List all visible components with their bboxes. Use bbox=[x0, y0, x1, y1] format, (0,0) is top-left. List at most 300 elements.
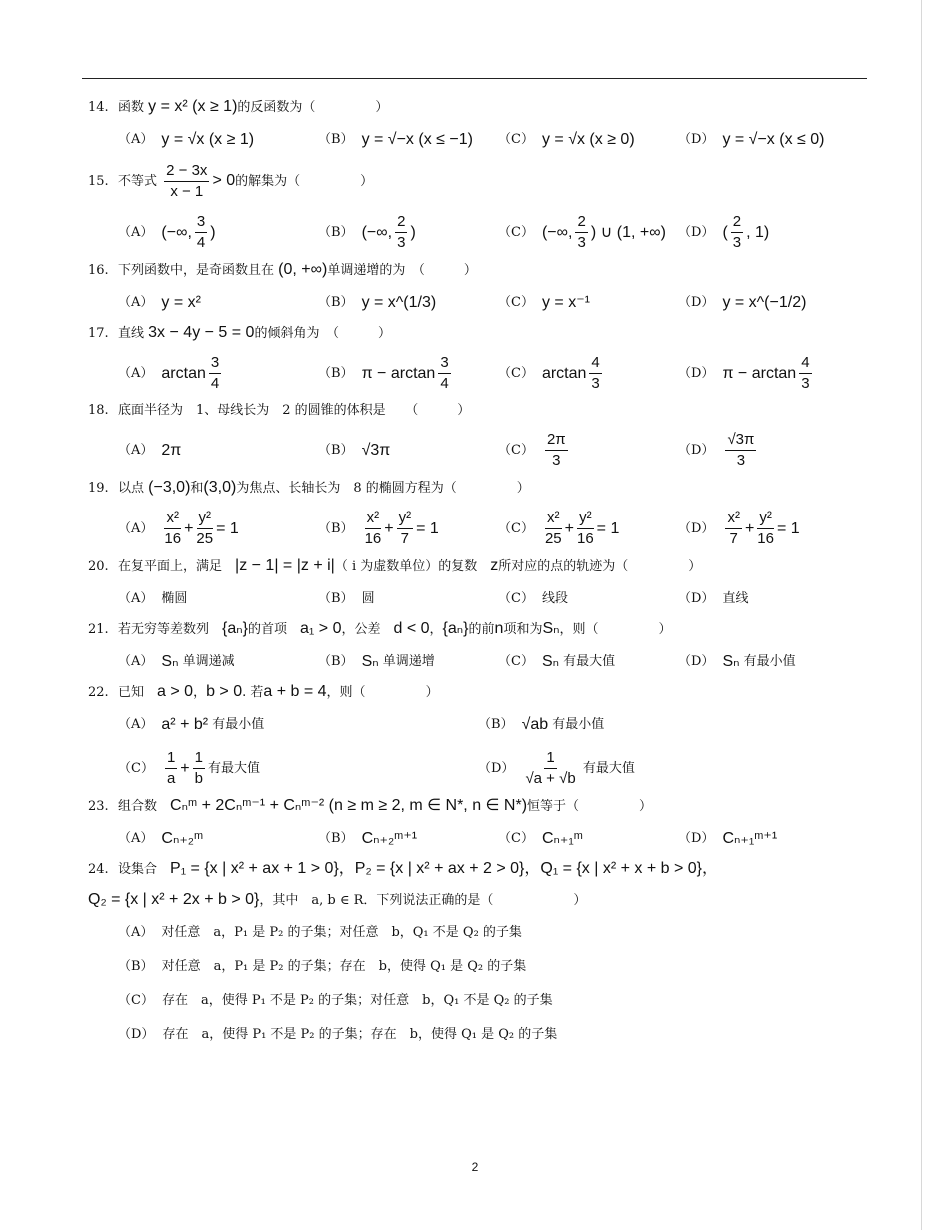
stem-formula: y = x² (x ≥ 1) bbox=[148, 98, 238, 115]
option-c[interactable] bbox=[498, 127, 678, 153]
option-formula: arctan bbox=[541, 364, 587, 382]
option-label: （A） bbox=[118, 132, 154, 147]
fraction bbox=[577, 508, 594, 549]
numerator: 2 bbox=[395, 212, 407, 233]
option-label: （A） bbox=[118, 365, 154, 381]
option-text: 有最小值 bbox=[743, 654, 796, 669]
page-number: 2 bbox=[471, 1160, 479, 1174]
option-label: （D） bbox=[678, 365, 715, 381]
equals: = 1 bbox=[596, 519, 620, 537]
stem-text: 不等式 bbox=[118, 174, 158, 189]
option-label: （D） bbox=[678, 654, 715, 669]
stem-formula: 3x − 4y − 5 = 0 bbox=[148, 324, 255, 341]
option-label: （D） bbox=[678, 295, 715, 310]
question-number: 24. bbox=[88, 862, 109, 877]
stem-text: 的倾斜角为 bbox=[254, 326, 320, 341]
stem-formula: {aₙ} bbox=[442, 620, 469, 637]
option-a[interactable] bbox=[118, 826, 318, 852]
stem-text: 的反函数为（ bbox=[237, 100, 316, 115]
option-text: 直线 bbox=[722, 591, 749, 606]
stem-text: （ i 为虚数单位）的复数 bbox=[334, 559, 478, 574]
numerator: 4 bbox=[799, 353, 811, 374]
question-24 bbox=[88, 860, 868, 1048]
option-label: （C） bbox=[498, 365, 534, 381]
question-number: 16. bbox=[88, 263, 109, 278]
stem-formula: a > 0 bbox=[157, 683, 194, 700]
option-b[interactable] bbox=[318, 826, 498, 852]
denominator: b bbox=[194, 770, 203, 787]
fraction bbox=[209, 353, 221, 394]
option-d[interactable] bbox=[678, 212, 898, 253]
option-formula: Sₙ bbox=[722, 653, 740, 670]
option-c[interactable] bbox=[498, 826, 678, 852]
option-formula: (−∞, bbox=[161, 223, 192, 241]
option-label: （A） bbox=[118, 925, 154, 940]
option-a[interactable] bbox=[118, 353, 318, 394]
option-d[interactable] bbox=[678, 127, 898, 153]
option-label: （D） bbox=[678, 132, 715, 147]
options bbox=[88, 586, 868, 612]
fraction bbox=[757, 508, 774, 549]
question-number: 21. bbox=[88, 622, 109, 637]
denominator: 16 bbox=[576, 530, 594, 547]
question-15 bbox=[88, 161, 868, 253]
stem-text: ） bbox=[375, 100, 389, 115]
fraction bbox=[525, 748, 575, 789]
option-c[interactable] bbox=[498, 508, 678, 549]
denominator: 3 bbox=[397, 234, 406, 251]
options bbox=[88, 353, 868, 394]
options bbox=[88, 649, 868, 675]
stem-text: 直线 bbox=[118, 326, 145, 341]
stem-text: （ ） bbox=[411, 403, 471, 418]
numerator: 2π bbox=[545, 430, 568, 451]
option-a[interactable] bbox=[118, 212, 318, 253]
options bbox=[88, 127, 868, 153]
option-formula: 2π bbox=[161, 441, 182, 459]
option-formula: y = x² bbox=[161, 294, 201, 311]
option-label: （C） bbox=[498, 442, 534, 458]
option-text: 有最小值 bbox=[212, 717, 265, 732]
option-formula: , 1) bbox=[746, 223, 770, 241]
option-label: （C） bbox=[498, 520, 534, 536]
stem-text: ，则（ bbox=[326, 685, 366, 700]
stem-text: ，公差 bbox=[341, 622, 381, 637]
stem-formula: b > 0 bbox=[206, 683, 243, 700]
option-d[interactable] bbox=[678, 430, 898, 471]
option-text: 对任意 a，P₁ 是 P₂ 的子集；对任意 b，Q₁ 不是 Q₂ 的子集 bbox=[161, 925, 522, 940]
option-formula: Sₙ bbox=[361, 653, 379, 670]
option-formula: Sₙ bbox=[161, 653, 179, 670]
question-number: 15. bbox=[88, 174, 109, 189]
option-c[interactable] bbox=[118, 988, 838, 1014]
numerator: √3π bbox=[725, 430, 756, 451]
denominator: 7 bbox=[729, 530, 738, 547]
option-label: （B） bbox=[478, 717, 514, 732]
stem-text: 组合数 bbox=[118, 799, 158, 814]
option-formula: √3π bbox=[361, 441, 391, 459]
option-a[interactable] bbox=[118, 649, 318, 675]
option-formula: ) bbox=[410, 223, 416, 241]
option-label: （A） bbox=[118, 717, 154, 732]
option-b[interactable] bbox=[318, 586, 498, 612]
option-a[interactable] bbox=[118, 920, 838, 946]
denominator: 4 bbox=[210, 375, 220, 392]
denominator: 3 bbox=[736, 452, 746, 469]
stem-formula: |z − 1| = |z + i| bbox=[235, 557, 335, 574]
option-formula: y = √x (x ≥ 1) bbox=[161, 131, 255, 148]
option-label: （B） bbox=[318, 132, 354, 147]
option-label: （C） bbox=[118, 993, 154, 1008]
option-d[interactable] bbox=[678, 290, 898, 316]
option-formula: Cₙ₊₂ᵐ bbox=[161, 830, 204, 847]
numerator: 2 bbox=[731, 212, 743, 233]
option-b[interactable] bbox=[318, 127, 498, 153]
denominator: 3 bbox=[732, 234, 742, 251]
stem-text: 的解集为（ bbox=[235, 174, 301, 189]
stem-text: ， bbox=[429, 622, 443, 637]
option-d[interactable] bbox=[678, 353, 898, 394]
numerator: 1 bbox=[544, 748, 556, 769]
options bbox=[88, 712, 868, 789]
option-label: （D） bbox=[678, 831, 715, 846]
question-number: 20. bbox=[88, 559, 109, 574]
option-b[interactable] bbox=[318, 353, 498, 394]
option-text: 椭圆 bbox=[161, 591, 188, 606]
option-c[interactable] bbox=[498, 586, 678, 612]
stem-formula: a₁ > 0 bbox=[300, 620, 342, 637]
option-text: 圆 bbox=[361, 591, 375, 606]
question-14 bbox=[88, 98, 868, 153]
fraction bbox=[545, 508, 562, 549]
numerator: y² bbox=[397, 508, 414, 529]
stem-text: 恒等于（ bbox=[527, 799, 580, 814]
stem-formula: z bbox=[490, 557, 499, 574]
fraction bbox=[438, 353, 450, 394]
stem-text: 底面半径为 1、母线长为 2 的圆锥的体积是 bbox=[118, 403, 386, 418]
fraction bbox=[196, 508, 213, 549]
fraction bbox=[575, 212, 587, 253]
numerator: y² bbox=[197, 508, 214, 529]
option-formula: y = √x (x ≥ 0) bbox=[541, 131, 635, 148]
option-formula: (−∞, bbox=[361, 223, 393, 241]
stem-formula: Sₙ bbox=[542, 620, 560, 637]
question-20 bbox=[88, 557, 868, 612]
stem-text: ） bbox=[688, 559, 702, 574]
option-d[interactable] bbox=[678, 586, 898, 612]
option-label: （C） bbox=[498, 132, 534, 147]
option-formula: arctan bbox=[161, 364, 206, 382]
option-label: （C） bbox=[498, 591, 534, 606]
stem-formula: {aₙ} bbox=[222, 620, 248, 637]
stem-text: （ ） bbox=[418, 263, 477, 278]
options bbox=[88, 290, 868, 316]
stem-text: ） bbox=[425, 685, 439, 700]
denominator: 4 bbox=[440, 375, 449, 392]
option-text: 对任意 a，P₁ 是 P₂ 的子集；存在 b，使得 Q₁ 是 Q₂ 的子集 bbox=[161, 959, 527, 974]
option-formula: a² + b² bbox=[161, 716, 209, 733]
option-a[interactable] bbox=[118, 127, 318, 153]
stem-text: 和 bbox=[190, 481, 204, 496]
numerator: 3 bbox=[438, 353, 450, 374]
option-b[interactable] bbox=[118, 954, 838, 980]
fraction bbox=[725, 430, 756, 471]
plus: + bbox=[384, 519, 394, 537]
question-22 bbox=[88, 683, 868, 789]
options bbox=[88, 508, 868, 549]
option-text: 有最大值 bbox=[563, 654, 616, 669]
question-17 bbox=[88, 324, 868, 394]
question-23 bbox=[88, 797, 868, 852]
stem-text: 在复平面上，满足 bbox=[118, 559, 223, 574]
option-c[interactable] bbox=[498, 649, 678, 675]
option-b[interactable] bbox=[318, 438, 498, 464]
option-label: （D） bbox=[678, 591, 715, 606]
option-formula: y = x^(1/3) bbox=[361, 294, 437, 311]
option-b[interactable] bbox=[318, 649, 498, 675]
denominator: a bbox=[166, 770, 176, 787]
option-text: 有最小值 bbox=[552, 717, 605, 732]
option-formula: π − arctan bbox=[722, 364, 797, 382]
option-formula: Sₙ bbox=[541, 653, 559, 670]
stem-text: 单调递增的为 bbox=[327, 263, 406, 278]
option-formula: ) ∪ (1, +∞) bbox=[590, 223, 666, 241]
question-number: 23. bbox=[88, 799, 109, 814]
option-label: （D） bbox=[118, 1027, 155, 1042]
option-text: 线段 bbox=[541, 591, 568, 606]
option-formula: y = √−x (x ≤ −1) bbox=[361, 131, 473, 148]
stem-formula: Q₂ = {x | x² + 2x + b > 0} bbox=[88, 891, 260, 908]
fraction bbox=[195, 212, 207, 253]
option-label: （A） bbox=[118, 295, 154, 310]
fraction bbox=[545, 430, 568, 471]
option-label: （A） bbox=[118, 654, 154, 669]
option-label: （C） bbox=[498, 831, 534, 846]
option-text: 存在 a，使得 P₁ 不是 P₂ 的子集；存在 b，使得 Q₁ 是 Q₂ 的子集 bbox=[162, 1027, 558, 1042]
options bbox=[88, 430, 868, 471]
stem-formula: (0, +∞) bbox=[278, 261, 328, 278]
denominator: 3 bbox=[591, 375, 600, 392]
option-a[interactable] bbox=[118, 508, 318, 549]
stem-text: 设集合 bbox=[118, 862, 158, 877]
option-text: 存在 a，使得 P₁ 不是 P₂ 的子集；对任意 b，Q₁ 不是 Q₂ 的子集 bbox=[161, 993, 553, 1008]
option-a[interactable] bbox=[118, 438, 318, 464]
denominator: 4 bbox=[196, 234, 206, 251]
option-formula: y = x⁻¹ bbox=[541, 294, 590, 311]
stem-formula: P₁ = {x | x² + ax + 1 > 0}，P₂ = {x | x² + ax + 2 > 0}，Q₁ = {x | x² + x + b > 0}， bbox=[170, 860, 719, 877]
option-c[interactable] bbox=[118, 748, 478, 789]
numerator: 1 bbox=[193, 748, 205, 769]
question-number: 18. bbox=[88, 403, 109, 418]
stem-text: ，则（ bbox=[559, 622, 599, 637]
question-number: 22. bbox=[88, 685, 109, 700]
fraction bbox=[725, 508, 742, 549]
fraction bbox=[165, 748, 177, 789]
page-edge-line bbox=[921, 0, 922, 1230]
option-label: （B） bbox=[318, 654, 354, 669]
option-a[interactable] bbox=[118, 586, 318, 612]
option-label: （B） bbox=[318, 591, 354, 606]
fraction bbox=[164, 161, 209, 202]
stem-text: 函数 bbox=[118, 100, 145, 115]
option-label: （A） bbox=[118, 520, 154, 536]
numerator: 3 bbox=[209, 353, 221, 374]
stem-text: ） bbox=[573, 893, 587, 908]
stem-formula: d < 0 bbox=[393, 620, 430, 637]
denominator: x − 1 bbox=[170, 183, 204, 200]
stem-text: ） bbox=[360, 174, 374, 189]
question-21 bbox=[88, 620, 868, 675]
numerator: x² bbox=[545, 508, 562, 529]
option-label: （B） bbox=[318, 224, 354, 240]
option-formula: ) bbox=[210, 223, 216, 241]
option-label: （A） bbox=[118, 831, 154, 846]
option-label: （C） bbox=[498, 224, 534, 240]
denominator: 25 bbox=[196, 530, 214, 547]
question-number: 14. bbox=[88, 100, 109, 115]
option-formula: ( bbox=[722, 223, 728, 241]
option-label: （D） bbox=[678, 520, 715, 536]
stem-text: ） bbox=[658, 622, 672, 637]
question-18 bbox=[88, 402, 868, 471]
option-text: 单调递增 bbox=[382, 654, 435, 669]
option-formula: Cₙ₊₂ᵐ⁺¹ bbox=[361, 830, 418, 847]
options bbox=[88, 212, 868, 253]
option-formula: Cₙ₊₁ᵐ⁺¹ bbox=[722, 830, 778, 847]
stem-text: 若无穷等差数列 bbox=[118, 622, 210, 637]
option-label: （C） bbox=[498, 295, 534, 310]
stem-text: . 若 bbox=[242, 685, 264, 700]
numerator: y² bbox=[577, 508, 594, 529]
option-d[interactable] bbox=[678, 508, 898, 549]
option-text: 有最大值 bbox=[207, 760, 260, 776]
fraction bbox=[193, 748, 205, 789]
denominator: 3 bbox=[801, 375, 810, 392]
option-label: （C） bbox=[118, 760, 154, 776]
option-c[interactable] bbox=[498, 430, 678, 471]
stem-text: 的首项 bbox=[248, 622, 288, 637]
question-19 bbox=[88, 479, 868, 549]
question-number: 19. bbox=[88, 481, 109, 496]
option-label: （B） bbox=[118, 959, 154, 974]
option-label: （A） bbox=[118, 442, 154, 458]
numerator: 3 bbox=[195, 212, 207, 233]
option-label: （D） bbox=[678, 224, 715, 240]
stem-formula: (3,0) bbox=[203, 479, 237, 496]
question-list bbox=[88, 90, 868, 1048]
fraction bbox=[589, 353, 601, 394]
options bbox=[88, 920, 868, 1048]
option-text: 单调递减 bbox=[182, 654, 235, 669]
numerator: 2 bbox=[575, 212, 587, 233]
option-formula: π − arctan bbox=[361, 364, 436, 382]
option-a[interactable] bbox=[118, 290, 318, 316]
stem-text: 为焦点、长轴长为 8 的椭圆方程为（ bbox=[236, 481, 457, 496]
denominator: 16 bbox=[164, 530, 182, 547]
option-label: （B） bbox=[318, 442, 354, 458]
denominator: 16 bbox=[757, 530, 774, 547]
option-formula: (−∞, bbox=[541, 223, 573, 241]
option-text: 有最大值 bbox=[582, 760, 635, 776]
stem-text: 的前 bbox=[468, 622, 495, 637]
stem-formula: a + b = 4 bbox=[263, 683, 327, 700]
denominator: 3 bbox=[577, 234, 586, 251]
option-c[interactable] bbox=[498, 353, 678, 394]
equals: = 1 bbox=[416, 519, 439, 537]
numerator: x² bbox=[725, 508, 742, 529]
option-c[interactable] bbox=[498, 212, 678, 253]
denominator: 16 bbox=[364, 530, 382, 547]
option-b[interactable] bbox=[478, 712, 838, 738]
plus: + bbox=[744, 519, 755, 537]
fraction bbox=[397, 508, 414, 549]
numerator: 2 − 3x bbox=[164, 161, 209, 182]
stem-formula: n bbox=[494, 620, 504, 637]
option-label: （B） bbox=[318, 295, 354, 310]
option-c[interactable] bbox=[498, 290, 678, 316]
denominator: 7 bbox=[400, 530, 410, 547]
option-formula: Cₙ₊₁ᵐ bbox=[541, 830, 583, 847]
stem-text: 已知 bbox=[118, 685, 145, 700]
option-label: （A） bbox=[118, 224, 154, 240]
denominator: 25 bbox=[544, 530, 562, 547]
numerator: x² bbox=[164, 508, 181, 529]
fraction bbox=[731, 212, 743, 253]
equals: = 1 bbox=[776, 519, 800, 537]
option-formula: √ab bbox=[521, 716, 549, 733]
option-label: （D） bbox=[478, 760, 515, 776]
stem-formula: (−3,0) bbox=[148, 479, 191, 496]
option-d[interactable] bbox=[678, 649, 898, 675]
option-label: （C） bbox=[498, 654, 534, 669]
option-b[interactable] bbox=[318, 290, 498, 316]
option-formula: y = √−x (x ≤ 0) bbox=[722, 131, 825, 148]
stem-text: 下列函数中，是奇函数且在 bbox=[118, 263, 275, 278]
options bbox=[88, 826, 868, 852]
option-d[interactable] bbox=[478, 748, 838, 789]
stem-formula: > 0 bbox=[212, 172, 236, 189]
numerator: 4 bbox=[589, 353, 601, 374]
numerator: 1 bbox=[165, 748, 177, 769]
option-formula: y = x^(−1/2) bbox=[722, 294, 807, 311]
option-a[interactable] bbox=[118, 712, 478, 738]
plus: + bbox=[180, 759, 190, 777]
option-b[interactable] bbox=[318, 508, 498, 549]
plus: + bbox=[564, 519, 574, 537]
option-label: （B） bbox=[318, 831, 354, 846]
stem-text: 项和为 bbox=[503, 622, 543, 637]
header-rule bbox=[82, 78, 867, 79]
option-d[interactable] bbox=[118, 1022, 838, 1048]
option-d[interactable] bbox=[678, 826, 898, 852]
stem-text: （ ） bbox=[332, 326, 391, 341]
stem-text: ， bbox=[193, 685, 207, 700]
question-number: 17. bbox=[88, 326, 109, 341]
option-label: （B） bbox=[318, 365, 354, 381]
stem-formula: Cₙᵐ + 2Cₙᵐ⁻¹ + Cₙᵐ⁻² (n ≥ m ≥ 2, m ∈ N*, n ∈ N*) bbox=[170, 797, 528, 814]
option-label: （D） bbox=[678, 442, 715, 458]
fraction bbox=[365, 508, 382, 549]
fraction bbox=[164, 508, 181, 549]
fraction bbox=[395, 212, 407, 253]
question-16 bbox=[88, 261, 868, 316]
option-b[interactable] bbox=[318, 212, 498, 253]
option-label: （B） bbox=[318, 520, 354, 536]
stem-text: ） bbox=[516, 481, 530, 496]
stem-text: ，其中 a, b ∈ R．下列说法正确的是（ bbox=[259, 893, 494, 908]
equals: = 1 bbox=[216, 519, 239, 537]
numerator: x² bbox=[365, 508, 382, 529]
